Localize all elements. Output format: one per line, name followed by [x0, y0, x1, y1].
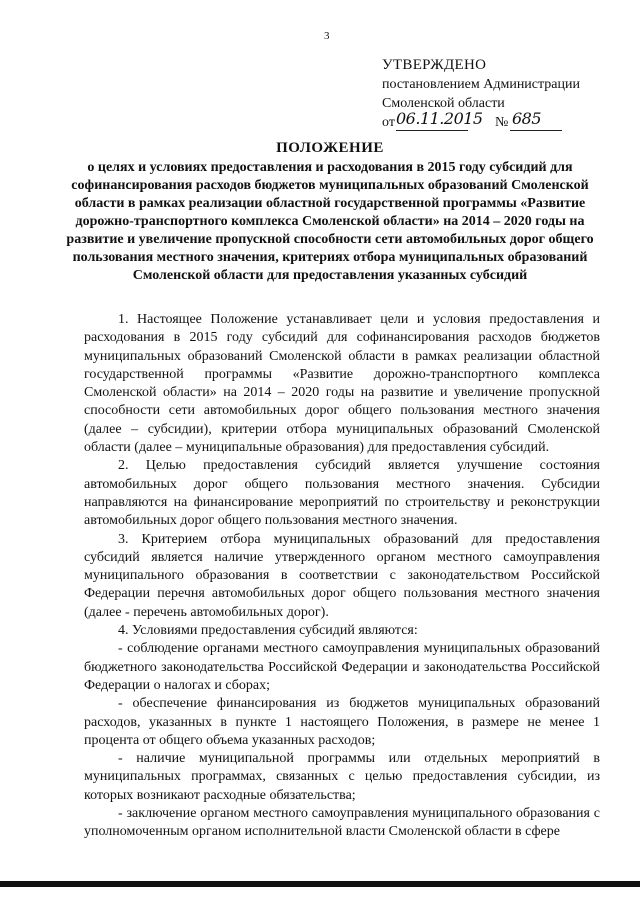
- page-number: 3: [324, 30, 330, 42]
- document-subtitle: о целях и условиях предоставления и расходования в 2015 году субсидий для софинансирования расходов бюджетов муниципальных образований Смоленской области в рамках реализации областной государственной программы «Развитие дорожно-транспортного комплекса Смоленской области» на 2014 – 2020 годы на развитие и увеличение пропускной способности сети автомобильных дорог общего пользования местного значения, критериях отбора муниципальных образований Смоленской области для предоставления указанных субсидий: [66, 160, 594, 283]
- condition-item: - заключение органом местного самоуправления муниципального образования с уполномоченным органом исполнительной власти Смоленской области в сфере: [84, 806, 600, 840]
- date-prefix: от: [382, 115, 395, 130]
- paragraph-2: 2. Целью предоставления субсидий является улучшение состояния автомобильных дорог общего пользования местного значения. Субсидии направляются на финансирование мероприятий по строительству и реконструкции автомобильных дорог общего пользования местного значения.: [84, 458, 600, 529]
- condition-item: - обеспечение финансирования из бюджетов муниципальных образований расходов, указанных в пункте 1 настоящего Положения, в размере не менее 1 процента от общего объема указанных расходов;: [84, 696, 600, 748]
- approval-authority: постановлением Администрации: [382, 77, 580, 92]
- condition-item: - наличие муниципальной программы или отдельных мероприятий в муниципальных программах, связанных с целью предоставления субсидии, из которых возникают расходные обязательства;: [84, 751, 600, 803]
- approval-stamp: [382, 56, 622, 132]
- scan-bottom-edge: [0, 881, 640, 887]
- document-title: ПОЛОЖЕНИЕ: [276, 140, 384, 156]
- approval-heading: УТВЕРЖДЕНО: [382, 57, 487, 73]
- approval-date: 06.11.2015: [396, 109, 483, 128]
- approval-number: 685: [512, 109, 542, 128]
- date-underline: [396, 130, 468, 131]
- condition-item: - соблюдение органами местного самоуправления муниципальных образований бюджетного законодательства Российской Федерации и законодательства Российской Федерации о налогах и сборах;: [84, 641, 600, 693]
- number-underline: [510, 130, 562, 131]
- document-body: [84, 311, 600, 842]
- approval-date-line: [382, 109, 622, 132]
- paragraph-3: 3. Критерием отбора муниципальных образований для предоставления субсидий является наличие утвержденного органом местного самоуправления муниципального образования в соответствии с законодательством Российской Федерации перечня автомобильных дорог общего пользования местного значения (далее - перечень автомобильных дорог).: [84, 531, 600, 620]
- approval-region: Смоленской области: [382, 96, 505, 111]
- number-label: №: [495, 115, 509, 130]
- document-title-block: [50, 139, 610, 285]
- paragraph-1: 1. Настоящее Положение устанавливает цели и условия предоставления и расходования в 2015 году субсидий для софинансирования расходов бюджетов муниципальных образований Смоленской области в рамках реализации областной государственной программы «Развитие дорожно-транспортного комплекса Смоленской области» на 2014 – 2020 годы на развитие и увеличение пропускной способности сети автомобильных дорог общего пользования местного значения (далее – субсидии), критерии отбора муниципальных образований Смоленской области (далее – муниципальные образования) для предоставления субсидий.: [84, 312, 600, 456]
- paragraph-4: 4. Условиями предоставления субсидий являются:: [118, 623, 418, 639]
